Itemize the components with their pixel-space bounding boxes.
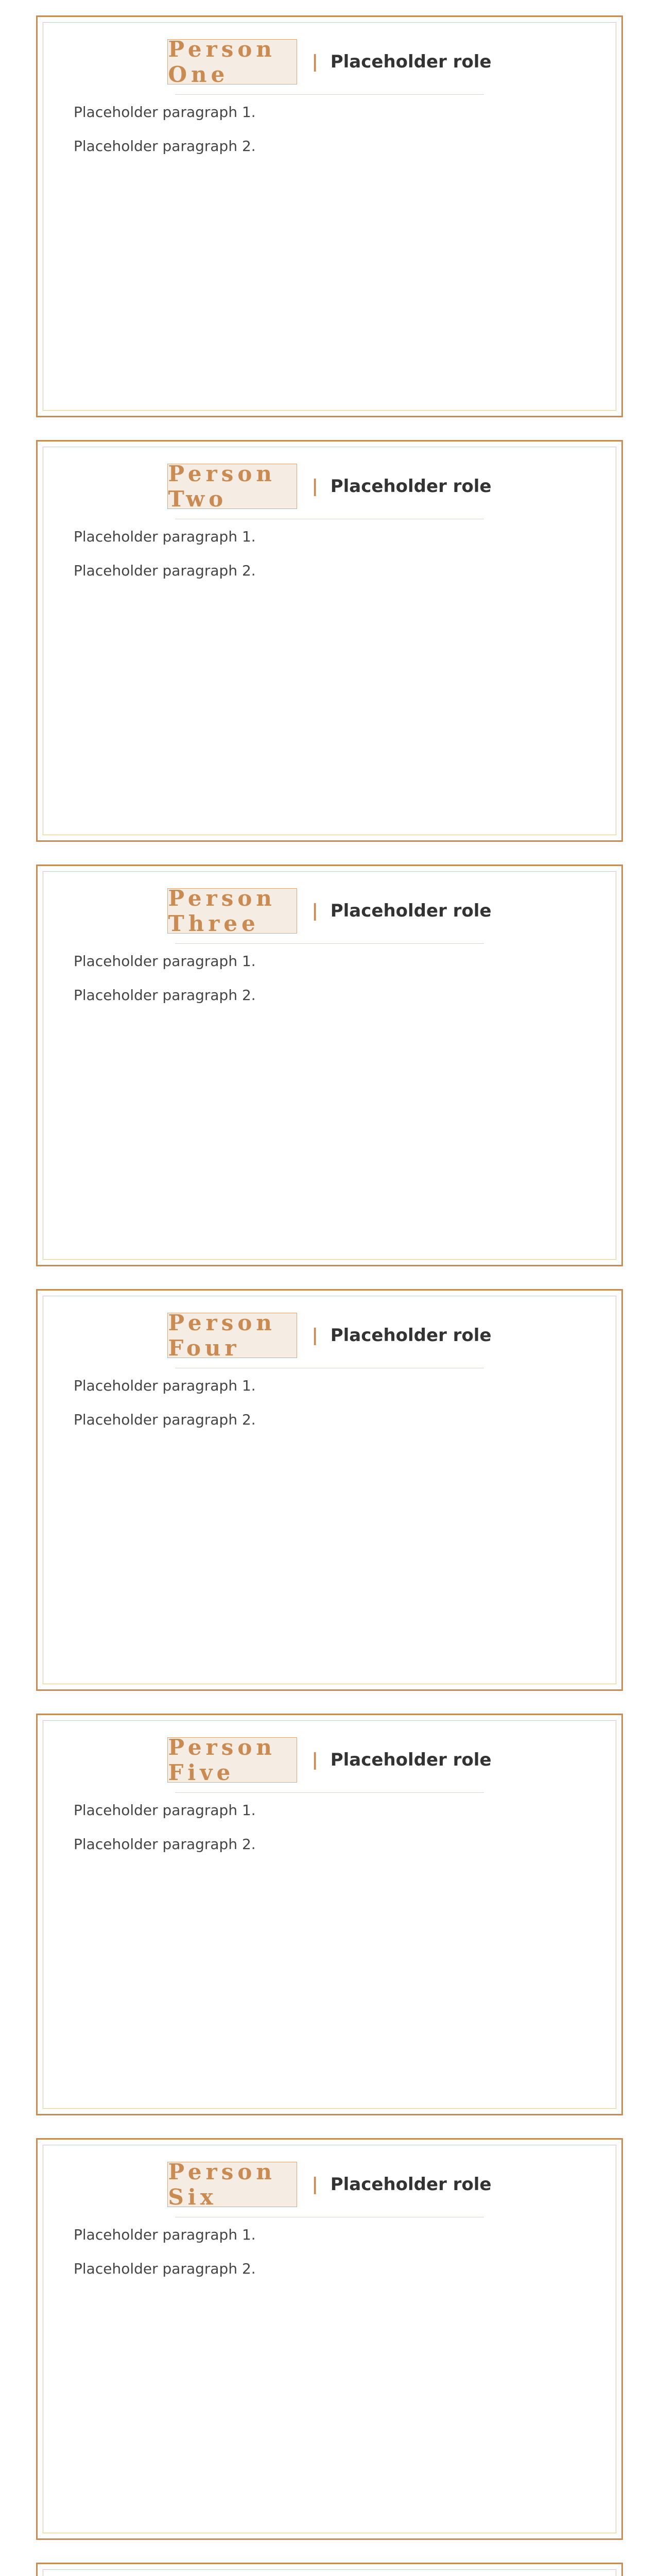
role-separator: | xyxy=(311,2174,318,2195)
person-name: Person Four xyxy=(167,1313,297,1358)
bio-paragraph: Placeholder paragraph 1. xyxy=(74,953,256,970)
profile-header xyxy=(38,2140,621,2217)
profile-header xyxy=(38,1715,621,1792)
profile-bio xyxy=(38,519,621,583)
profile-card xyxy=(36,2138,623,2540)
person-role xyxy=(311,1325,491,1346)
profile-card xyxy=(36,1289,623,1691)
role-text: Placeholder role xyxy=(330,2174,492,2195)
person-name: Person Five xyxy=(167,1737,297,1783)
profile-header xyxy=(38,17,621,94)
role-text: Placeholder role xyxy=(330,1325,492,1346)
bio-paragraph: Placeholder paragraph 1. xyxy=(74,104,256,121)
person-role xyxy=(311,901,491,921)
profile-bio xyxy=(38,1368,621,1432)
person-name: Person One xyxy=(167,39,297,84)
profile-header xyxy=(38,866,621,943)
role-separator: | xyxy=(311,1325,318,1346)
role-text: Placeholder role xyxy=(330,52,492,72)
profile-header xyxy=(38,442,621,519)
profile-card xyxy=(36,865,623,1266)
bio-paragraph: Placeholder paragraph 1. xyxy=(74,1377,256,1394)
role-separator: | xyxy=(311,476,318,497)
bio-paragraph: Placeholder paragraph 2. xyxy=(74,138,256,155)
person-name: Person Six xyxy=(167,2162,297,2207)
person-role xyxy=(311,1750,491,1770)
bio-paragraph: Placeholder paragraph 1. xyxy=(74,1802,256,1819)
bio-paragraph: Placeholder paragraph 1. xyxy=(74,528,256,545)
profile-card xyxy=(36,440,623,842)
role-text: Placeholder role xyxy=(330,1750,492,1770)
bio-paragraph: Placeholder paragraph 2. xyxy=(74,1836,256,1853)
bio-paragraph: Placeholder paragraph 2. xyxy=(74,2260,256,2277)
bio-paragraph: Placeholder paragraph 1. xyxy=(74,2226,256,2243)
profile-bio xyxy=(38,95,621,159)
profile-bio xyxy=(38,1793,621,1857)
bio-paragraph: Placeholder paragraph 2. xyxy=(74,987,256,1004)
person-role xyxy=(311,52,491,72)
role-text: Placeholder role xyxy=(330,476,492,497)
person-role xyxy=(311,2174,491,2195)
profile-card xyxy=(36,1714,623,2115)
bio-paragraph: Placeholder paragraph 2. xyxy=(74,562,256,579)
person-role xyxy=(311,476,491,497)
profile-header xyxy=(38,2564,621,2576)
profile-card xyxy=(36,2563,623,2576)
profile-header xyxy=(38,1291,621,1368)
role-text: Placeholder role xyxy=(330,901,492,921)
role-separator: | xyxy=(311,1750,318,1770)
role-separator: | xyxy=(311,52,318,72)
person-name: Person Two xyxy=(167,464,297,509)
profile-card xyxy=(36,15,623,417)
profile-bio xyxy=(38,2217,621,2281)
person-name: Person Three xyxy=(167,888,297,934)
profile-bio xyxy=(38,944,621,1008)
role-separator: | xyxy=(311,901,318,921)
bio-paragraph: Placeholder paragraph 2. xyxy=(74,1411,256,1428)
